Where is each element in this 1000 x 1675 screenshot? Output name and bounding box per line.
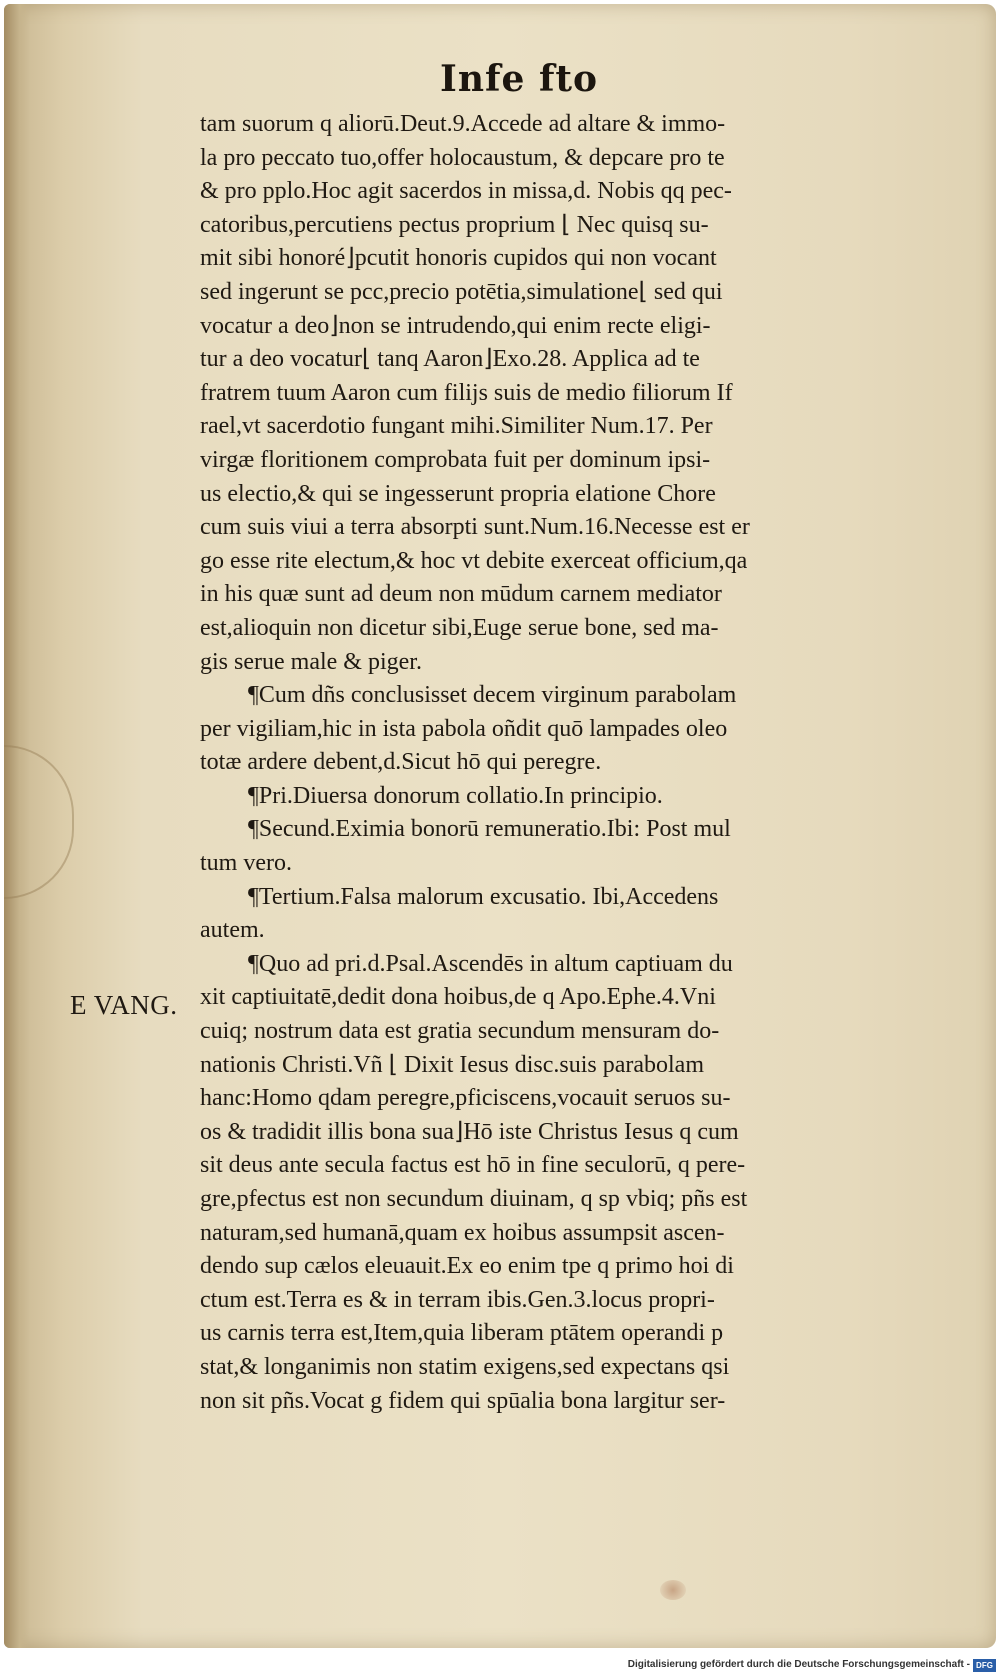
text-body (200, 108, 920, 1418)
text-line: est,alioquin non dicetur sibi,Euge serue bone, sed ma- (200, 614, 719, 641)
text-line: dendo sup cælos eleuauit.Ex eo enim tpe q primo hoi di (200, 1253, 734, 1280)
running-title: Infe fto (440, 58, 599, 100)
page-stain (660, 1580, 686, 1600)
text-line: tum vero. (200, 850, 292, 877)
text-line: cum suis viui a terra absorpti sunt.Num.16.Necesse est er (200, 514, 750, 541)
text-line: ¶Cum dñs conclusisset decem virginum parabolam (248, 682, 737, 709)
text-line: in his quæ sunt ad deum non mūdum carnem mediator (200, 581, 722, 608)
text-line: per vigiliam,hic in ista pabola oñdit quō lampades oleo (200, 715, 728, 742)
text-line: sed ingerunt se pcc,precio potētia,simulatione⌊ sed qui (200, 278, 723, 305)
marginal-note: E VANG. (70, 990, 178, 1020)
text-line: stat,& longanimis non statim exigens,sed expectans qsi (200, 1353, 730, 1380)
text-line: ¶Pri.Diuersa donorum collatio.In principio. (248, 782, 663, 809)
text-line: tur a deo vocatur⌊ tanq Aaron⌋Exo.28. Applica ad te (200, 346, 700, 373)
text-line: rael,vt sacerdotio fungant mihi.Similiter Num.17. Per (200, 413, 713, 440)
text-line: naturam,sed humanā,quam ex hoibus assumpsit ascen- (200, 1219, 725, 1246)
text-line: ¶Quo ad pri.d.Psal.Ascendēs in altum captiuam du (248, 950, 733, 977)
text-line: totæ ardere debent,d.Sicut hō qui peregre. (200, 749, 602, 776)
text-line: vocatur a deo⌋non se intrudendo,qui enim recte eligi- (200, 312, 711, 339)
text-line: mit sibi honoré⌋pcutit honoris cupidos qui non vocant (200, 245, 717, 272)
text-line: non sit pñs.Vocat g fidem qui spūalia bona largitur ser- (200, 1387, 726, 1414)
dfg-logo: DFG (973, 1659, 996, 1672)
text-line: virgæ floritionem comprobata fuit per dominum ipsi- (200, 446, 711, 473)
text-line: & pro pplo.Hoc agit sacerdos in missa,d. Nobis qq pec- (200, 178, 732, 205)
text-line: ¶Secund.Eximia bonorū remuneratio.Ibi: Post mul (248, 816, 731, 843)
text-line: us electio,& qui se ingesserunt propria elatione Chore (200, 480, 716, 507)
text-line: gis serue male & piger. (200, 648, 422, 675)
text-line: cuiq; nostrum data est gratia secundum mensuram do- (200, 1018, 720, 1045)
text-line: autem. (200, 917, 265, 944)
text-line: ¶Tertium.Falsa malorum excusatio. Ibi,Accedens (248, 883, 719, 910)
text-line: la pro peccato tuo,offer holocaustum, & depcare pro te (200, 144, 725, 171)
text-line: nationis Christi.Vñ ⌊ Dixit Iesus disc.suis parabolam (200, 1051, 704, 1078)
text-line: gre,pfectus est non secundum diuinam, q sp vbiq; pñs est (200, 1186, 748, 1212)
text-line: os & tradidit illis bona sua⌋Hō iste Christus Iesus q cum (200, 1118, 739, 1145)
text-line: hanc:Homo qdam peregre,pficiscens,vocauit seruos su- (200, 1085, 731, 1112)
text-line: ctum est.Terra es & in terram ibis.Gen.3.locus propri- (200, 1286, 715, 1313)
text-line: catoribus,percutiens pectus proprium ⌊ Nec quisq su- (200, 211, 709, 238)
text-line: go esse rite electum,& hoc vt debite exerceat officium,qa (200, 547, 748, 574)
funding-credit: Digitalisierung gefördert durch die Deutsche Forschungsgemeinschaft - (627, 1659, 970, 1670)
text-line: us carnis terra est,Item,quia liberam ptātem operandi p (200, 1320, 724, 1347)
text-line: sit deus ante secula factus est hō in fine seculorū, q pere- (200, 1152, 746, 1179)
text-line: tam suorum q aliorū.Deut.9.Accede ad altare & immo- (200, 111, 726, 137)
text-line: xit captiuitatē,dedit dona hoibus,de q Apo.Ephe.4.Vni (200, 984, 716, 1011)
text-line: fratrem tuum Aaron cum filijs suis de medio filiorum If (200, 379, 733, 406)
